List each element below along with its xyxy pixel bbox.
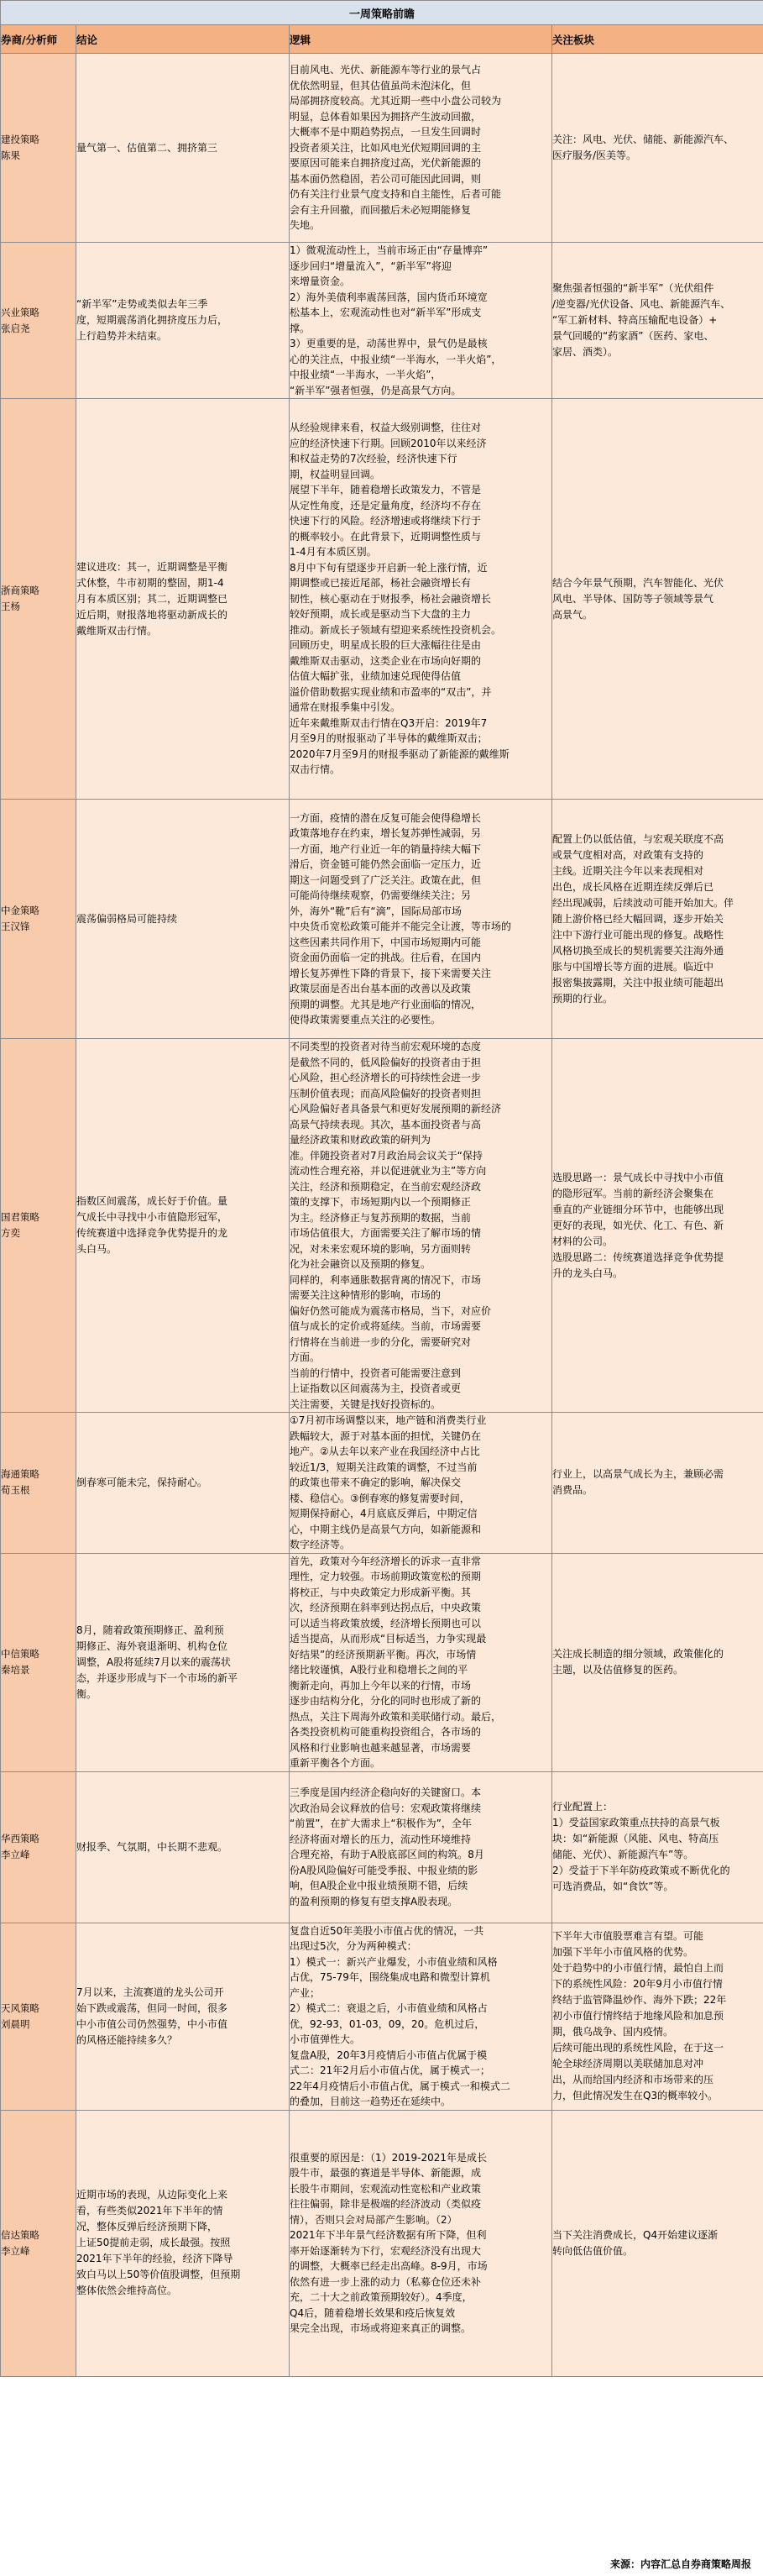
focus-text-line: 出色，成长风格在近期连续反弹后已: [552, 880, 714, 893]
logic-text-line: 要原因可能来自拥挤度过高，光伏新能源的: [290, 157, 482, 170]
conclusion-cell: [76, 1039, 290, 1413]
table-row: [1, 243, 763, 399]
focus-text-line: 预期的行业。: [552, 992, 614, 1005]
logic-text-line: 行情将在当前进一步的分化，需要研究对: [290, 1335, 472, 1348]
logic-text-line: 月至9月的财报驱动了半导体的戴维斯双击；: [290, 732, 488, 745]
conclusion-text-line: 衡。: [76, 1687, 97, 1700]
logic-text-line: 撑。: [290, 322, 311, 334]
logic-text-line: 压制价值表现；而高风险偏好的投资者则担: [290, 1087, 482, 1099]
broker-text-line: 海通策略: [1, 1468, 39, 1481]
conclusion-cell: [76, 399, 290, 800]
logic-text-line: 数字经济等。: [290, 1539, 351, 1550]
logic-text-line: 首先，政策对今年经济增长的诉求一直非常: [290, 1555, 482, 1567]
logic-text-line: 复盘A股，20年3月疫情后小市值占优属于模: [290, 2049, 488, 2061]
broker-text-line: 陈果: [1, 150, 20, 161]
table-body: [1, 54, 763, 2377]
logic-text-line: 适当提高，从而形成“目标适当，力争实现最: [290, 1633, 487, 1645]
focus-text-line: “军工新材料、特高压输配电设备）+: [552, 314, 718, 326]
logic-text-line: 策的支撑下，市场短期内以一个预期修正: [290, 1196, 472, 1208]
logic-text-line: 风格和行业影响也越来越显著，市场需要: [290, 1741, 472, 1754]
logic-text-line: 中报业绩“一半海水，一半火焰”，: [290, 369, 442, 380]
logic-text-line: 三季度是国内经济企稳向好的关键窗口。本: [290, 1786, 482, 1798]
logic-text-line: 热点，关注下周海外政策和美联储行动。最后，: [290, 1710, 502, 1723]
focus-text-line: 出，从而给国内经济和市场带来的压: [552, 2074, 714, 2085]
conclusion-text-line: 近后期，财报落地将驱动新成长的: [76, 608, 228, 621]
conclusion-cell: [76, 1553, 290, 1771]
conclusion-text-line: 上证50提前走弱，成长最强。按照: [76, 2237, 231, 2248]
conclusion-text-line: 倒春寒可能未完，保持耐心。: [76, 1476, 208, 1488]
conclusion-text-line: 度，短期震荡消化拥挤度压力后，: [76, 314, 228, 326]
broker-text-line: 中信策略: [1, 1648, 39, 1660]
focus-text-line: 关注成长制造的细分领域，政策催化的: [552, 1648, 724, 1660]
focus-text-line: 下半年大市值股票难言有望。可能: [552, 1930, 704, 1942]
focus-text-line: 行业上，以高景气成长为主，兼顾必需: [552, 1468, 724, 1481]
focus-text-line: 选股思路一：景气成长中寻找中小市值: [552, 1171, 724, 1183]
broker-text-line: 建投策略: [1, 134, 39, 145]
logic-text-line: 1）微观流动性上，当前市场正由“存量博弈”: [290, 244, 489, 256]
logic-text-line: 同样的，利率通胀数据背离的情况下，市场: [290, 1273, 482, 1286]
logic-text-line: 关注，经济和预期稳定，在当前宏观经济政: [290, 1180, 482, 1193]
column-header-focus: 关注板块: [552, 25, 763, 54]
logic-text-line: 市场估值很大，方面需要关注了解市场的情: [290, 1227, 482, 1239]
logic-text-line: “新半军”强者恒强，仍是高景气方向。: [290, 384, 462, 396]
focus-text-line: 后续可能出现的系统性风险，在于这一: [552, 2042, 724, 2054]
conclusion-text-line: 财报季、气氛期，中长期不悲观。: [76, 1840, 228, 1853]
logic-text-line: 回顾历史，明星成长股的巨大涨幅往往是由: [290, 639, 482, 652]
logic-text-line: 外，海外“靴”后有“滴”，国际局部市场: [290, 905, 462, 917]
logic-text-line: 很重要的原因是：（1）2019-2021年是成长: [290, 2151, 488, 2164]
logic-text-line: 长股牛市期间，宏观流动性宽松和产业政策: [290, 2182, 482, 2195]
broker-text-line: 信达策略: [1, 2228, 39, 2241]
logic-text-line: 出现过5次，分为两种模式：: [290, 1940, 417, 1952]
logic-text-line: 心风险，担心经济增长的可持续性会进一步: [290, 1072, 482, 1083]
logic-text-line: 充，二十大之前政策预期较好）。4季度，: [290, 2291, 473, 2303]
logic-text-line: 可以适当将政策放缓，经济增长预期也可以: [290, 1617, 482, 1629]
logic-text-line: 次，经济预期在斜率到达拐点后，中央政策: [290, 1602, 482, 1613]
broker-cell: [1, 1553, 76, 1771]
conclusion-text-line: 震荡偏弱格局可能持续: [76, 912, 178, 925]
logic-text-line: 投资者须关注，比如风电光伏短期回调的主: [290, 141, 482, 154]
focus-text-line: 景气回暖的“药家酒”（医药、家电、: [552, 330, 714, 342]
conclusion-cell: [76, 1923, 290, 2110]
broker-text-line: 华西策略: [1, 1833, 39, 1844]
logic-text-line: Q4后，随着稳增长效果和疫后恢复效: [290, 2306, 456, 2319]
focus-cell: [552, 1553, 763, 1771]
logic-text-line: 优依然明显，但其估值虽尚未泡沫化，但: [290, 79, 472, 92]
conclusion-cell: [76, 1771, 290, 1923]
conclusion-cell: [76, 2110, 290, 2376]
broker-cell: [1, 399, 76, 800]
broker-cell: [1, 1413, 76, 1554]
logic-text-line: 中央货币宽松政策可能并不能完全让渡，等市场的: [290, 921, 512, 932]
logic-text-line: 况，对未来宏观环境的影响，另方面则转: [290, 1242, 472, 1255]
logic-text-line: 当前的行情中，投资者可能需要注意到: [290, 1367, 462, 1379]
column-header-broker: 券商/分析师: [1, 25, 76, 54]
logic-text-line: 资金面仍面临一定的挑战。往后看，在国内: [290, 952, 482, 963]
logic-text-line: 绪比较谨慎，A股行业和稳增长之间的平: [290, 1664, 468, 1676]
broker-text-line: 荀玉根: [1, 1484, 30, 1497]
logic-text-line: 1-4月有本质区别。: [290, 546, 377, 559]
logic-text-line: 这些因素共同作用下，中国市场短期内可能: [290, 936, 482, 948]
conclusion-text-line: 况，整体反弹后经济预期下降，: [76, 2221, 218, 2232]
logic-text-line: 心风险偏好者具备景气和更好发展预期的新经济: [290, 1103, 502, 1115]
logic-text-line: 明显，总体看如果因为拥挤产生波动回撤，: [290, 110, 482, 123]
logic-cell: [290, 1923, 552, 2110]
focus-text-line: 终结于监管降温炒作、海外下跌；22年: [552, 1994, 727, 2006]
conclusion-text-line: 8月，随着政策预期修正、盈利预: [76, 1624, 224, 1636]
focus-text-line: 可选消费品，如“食饮”等。: [552, 1881, 674, 1892]
logic-text-line: 应的经济快速下行期。回顾2010年以来经济: [290, 437, 487, 449]
logic-text-line: 短期保持耐心，4月底底反弹后，中期定信: [290, 1508, 478, 1519]
logic-text-line: 情），否则只会对局部产生影响。（2）: [290, 2213, 457, 2226]
logic-text-line: 式二：21年2月后小市值占优，属于模式一；: [290, 2064, 490, 2076]
logic-text-line: 会有主升回撤，而回撤后未必短期能修复: [290, 203, 472, 216]
broker-cell: [1, 1039, 76, 1413]
conclusion-cell: [76, 54, 290, 243]
broker-text-line: 方奕: [1, 1227, 20, 1239]
logic-text-line: 通常在财报季集中引发。: [290, 701, 401, 714]
conclusion-text-line: 近期市场的表现，从边际变化上来: [76, 2189, 228, 2201]
broker-text-line: 王杨: [1, 601, 20, 612]
conclusion-text-line: 2021年下半年的经验，经济下降导: [76, 2253, 233, 2264]
logic-text-line: 期，权益明显回调。: [290, 468, 381, 480]
focus-text-line: /逆变器/光伏设备、风电、新能源汽车、: [552, 298, 731, 310]
table-row: [1, 1553, 763, 1771]
logic-text-line: 戴维斯双击驱动，这类企业在市场向好期的: [290, 654, 482, 667]
logic-text-line: 韧性，核心驱动在于财报季，杨社会融资增长: [290, 592, 492, 605]
conclusion-text-line: 看，有些类似2021年下半年的情: [76, 2205, 223, 2217]
logic-text-line: 一方面，地产行业近一年的销量持续大幅下: [290, 842, 482, 855]
broker-text-line: 兴业策略: [1, 306, 39, 318]
focus-cell: [552, 1771, 763, 1923]
logic-text-line: 局部拥挤度较高。尤其近期一些中小盘公司较为: [290, 95, 502, 108]
logic-text-line: 1）模式一：新兴产业爆发，小市值业绩和风格: [290, 1955, 498, 1968]
logic-text-line: 2）模式二：衰退之后，小市值业绩和风格占: [290, 2002, 488, 2014]
focus-text-line: 胀与中国增长等方面的进展。临近中: [552, 960, 714, 973]
logic-text-line: 仍有关注行业景气度支持和自主能性，后者可能: [290, 188, 502, 201]
logic-text-line: 2）海外美债利率震荡回落，国内货币环境宽: [290, 291, 488, 303]
logic-text-line: 2021年下半年景气经济数据有所下降，但利: [290, 2229, 487, 2241]
logic-text-line: 偏好仍然可能成为震荡市格局，当下，对应价: [290, 1304, 492, 1317]
logic-text-line: 期调整或已接近尾部，杨社会融资增长有: [290, 577, 472, 590]
logic-text-line: 流动性合理充裕，并以促进就业为主”等方向: [290, 1165, 487, 1177]
conclusion-text-line: 头白马。: [76, 1243, 118, 1255]
logic-text-line: 果完全出现，市场或将迎来真正的调整。: [290, 2322, 472, 2334]
logic-text-line: 地产。②从去年以来产业在我国经济中占比: [290, 1445, 480, 1457]
logic-text-line: 3）更重要的是，动荡世界中，景气仍是最核: [290, 338, 488, 349]
logic-text-line: 将校正，与中央政策定力形成新平衡。其: [290, 1586, 472, 1598]
focus-text-line: 更好的表现，如光伏、化工、有色、新: [552, 1219, 724, 1231]
logic-text-line: 的政策也带来不确定的影响，解决保交: [290, 1477, 462, 1488]
focus-text-line: 风格切换至成长的契机需要关注海外通: [552, 944, 724, 957]
conclusion-text-line: 致白马以上50等价值股调整，但预期: [76, 2269, 241, 2280]
logic-text-line: 政策层面是否出台基本面的改善以及政策: [290, 983, 472, 994]
logic-text-line: 的概率较小。在此背景下，近期调整性质与: [290, 530, 482, 543]
logic-text-line: 衡新走向，再加上今年以来的行情，市场: [290, 1679, 472, 1692]
logic-text-line: 量经济政策和财政政策的研判为: [290, 1134, 431, 1146]
logic-text-line: 22年4月疫情后小市值占优，属于模式一和模式二: [290, 2080, 510, 2092]
logic-text-line: 产业；: [290, 1986, 321, 1999]
focus-cell: [552, 1039, 763, 1413]
conclusion-text-line: 的风格还能持续多久？: [76, 2033, 178, 2046]
logic-text-line: “前置”，在扩大需求上“积极作为”，全年: [290, 1818, 472, 1829]
focus-cell: [552, 399, 763, 800]
logic-text-line: 楼、稳信心。③倒春寒的修复需要时间，: [290, 1492, 470, 1504]
logic-text-line: 较近1/3，短期关注政策的调整，不过当前: [290, 1461, 478, 1473]
conclusion-text-line: 态，并逐步形成与下一个市场的新平: [76, 1671, 238, 1684]
logic-text-line: 跌幅较大，源于对基本面的担忧，关键仍在: [290, 1430, 482, 1442]
conclusion-text-line: 式休整，牛市初期的整固，期1-4: [76, 576, 224, 589]
logic-text-line: 占优，75-79年，围绕集成电路和微型计算机: [290, 1971, 490, 1983]
focus-text-line: 消费品。: [552, 1484, 593, 1497]
focus-text-line: 下的系统性风险：20年9月小市值行情: [552, 1978, 723, 1990]
logic-text-line: 值与成长的定价或将延续。当前，市场需要: [290, 1320, 482, 1332]
logic-text-line: 不同类型的投资者对待当前宏观环境的态度: [290, 1041, 482, 1052]
conclusion-text-line: 期修正、海外衰退渐明、机构仓位: [76, 1640, 228, 1652]
logic-text-line: 大概率不是中期趋势拐点，一旦发生回调时: [290, 126, 482, 139]
conclusion-text-line: 指数区间震荡，成长好于价值。量: [76, 1195, 228, 1207]
focus-text-line: 注中下游行业可能出现的修复。战略性: [552, 928, 724, 941]
conclusion-text-line: 气成长中寻找中小市值隐形冠军，: [76, 1211, 228, 1223]
focus-cell: [552, 800, 763, 1039]
focus-text-line: 初小市值行情终结于地缘风险和加息预: [552, 2010, 724, 2022]
logic-cell: [290, 800, 552, 1039]
focus-text-line: 轮全球经济周期以美联储加息对冲: [552, 2058, 704, 2070]
logic-text-line: 一方面，疫情的潜在反复可能会使得稳增长: [290, 811, 482, 824]
logic-text-line: 预期的调整。尤其是地产行业面临的情况，: [290, 998, 482, 1010]
focus-text-line: 转向低估值价值。: [552, 2244, 634, 2257]
source-note: 来源：内容汇总自券商策略周报: [609, 2558, 751, 2570]
broker-text-line: 张启尧: [1, 322, 30, 334]
logic-text-line: 展望下半年，随着稳增长政策发力，不管是: [290, 484, 482, 496]
broker-text-line: 天风策略: [1, 2002, 39, 2014]
logic-text-line: 依然有进一步上涨的动力（私募仓位还未补: [290, 2275, 482, 2288]
conclusion-cell: [76, 800, 290, 1039]
logic-text-line: 溢价借助数据实现业绩和市盈率的“双击”，并: [290, 685, 492, 698]
logic-text-line: 份A股风险偏好可能受季报、中报业绩的影: [290, 1864, 478, 1876]
logic-text-line: 化为社会融资以及预期的修复。: [290, 1258, 431, 1270]
logic-text-line: 股牛市，最强的赛道是半导体、新能源，成: [290, 2167, 482, 2179]
focus-text-line: 风电、半导体、国防等子领域等景气: [552, 592, 714, 605]
logic-text-line: 关注需要，关键是找好投资标的。: [290, 1398, 442, 1410]
broker-cell: [1, 2110, 76, 2376]
broker-cell: [1, 800, 76, 1039]
focus-text-line: 加强下半年小市值风格的优势。: [552, 1946, 694, 1958]
broker-text-line: 刘晨明: [1, 2017, 30, 2030]
conclusion-text-line: 7月以来，主流赛道的龙头公司开: [76, 1986, 224, 1998]
logic-cell: [290, 1413, 552, 1554]
logic-text-line: 失地。: [290, 219, 321, 232]
logic-text-line: 滑后，资金链可能仍然会面临一定压力，近: [290, 858, 482, 870]
conclusion-cell: [76, 243, 290, 399]
logic-text-line: 松基本上，宏观流动性也对“新半军”形成支: [290, 307, 482, 318]
logic-text-line: 理性，定力较强。市场前期政策宽松的预期: [290, 1571, 482, 1582]
conclusion-text-line: 始下跌或震荡，但同一时间，很多: [76, 2002, 228, 2014]
logic-text-line: 心的关注点，中报业绩“一半海水，一半火焰”，: [290, 353, 502, 365]
focus-text-line: 行业配置上：: [552, 1801, 614, 1813]
broker-text-line: 李立峰: [1, 1849, 30, 1860]
column-header-logic: 逻辑: [290, 25, 552, 54]
logic-cell: [290, 1771, 552, 1923]
logic-text-line: 政策落地存在约束，增长复苏弹性减弱，另: [290, 827, 482, 839]
focus-text-line: 垂直的产业链细分环节中，也能够出现: [552, 1203, 724, 1215]
logic-text-line: 快速下行的风险。经济增速或将继续下行于: [290, 515, 482, 527]
logic-cell: [290, 399, 552, 800]
focus-text-line: 期，俄乌战争、国内疫情。: [552, 2026, 674, 2038]
logic-text-line: 的调整，大概率已经走出高峰。8-9月，市场: [290, 2260, 488, 2272]
logic-text-line: 逐步由结构分化，分化的同时也形成了新的: [290, 1695, 482, 1707]
focus-text-line: 家居、酒类）。: [552, 346, 619, 358]
table-row: [1, 2110, 763, 2376]
logic-cell: [290, 2110, 552, 2376]
logic-cell: [290, 243, 552, 399]
logic-text-line: 使得政策需要重点关注的必要性。: [290, 1014, 442, 1026]
logic-text-line: 目前风电、光伏、新能源车等行业的景气占: [290, 64, 482, 76]
broker-cell: [1, 1771, 76, 1923]
conclusion-text-line: 上行趋势并未结束。: [76, 330, 168, 342]
logic-text-line: 需要关注这种情形的影响，市场的: [290, 1289, 442, 1301]
logic-text-line: 从定性角度，还是定量角度，经济均不存在: [290, 499, 482, 512]
focus-text-line: 配置上仍以低估值，与宏观关联度不高: [552, 832, 724, 845]
logic-text-line: 基本面仍然稳固，若公司可能因此回调，则: [290, 172, 482, 185]
logic-text-line: 各类投资机构可能重构投资组合，各市场的: [290, 1726, 482, 1738]
logic-text-line: 响，但A股企业中报业绩预期不错，后续: [290, 1880, 468, 1891]
logic-text-line: 是截然不同的，低风险偏好的投资者由于担: [290, 1056, 482, 1068]
focus-text-line: 医疗服务/医美等。: [552, 150, 637, 161]
focus-text-line: 2）受益于下半年防疫政策或不断优化的: [552, 1865, 730, 1876]
conclusion-text-line: 建议进攻：其一，近期调整是平衡: [76, 560, 228, 573]
logic-cell: [290, 1553, 552, 1771]
focus-text-line: 结合今年景气预期，汽车智能化、光伏: [552, 576, 724, 589]
broker-cell: [1, 243, 76, 399]
focus-text-line: 处于趋势中的小市值行情，最怕自上而: [552, 1962, 724, 1974]
table-row: [1, 800, 763, 1039]
logic-text-line: 逐步回归“增量流入”，“新半军”将迎: [290, 260, 452, 272]
conclusion-text-line: “新半军”走势或类似去年三季: [76, 298, 208, 310]
logic-text-line: 重新平衡各个方面。: [290, 1757, 381, 1769]
logic-text-line: 估值大幅扩张，业绩加速兑现使得估值: [290, 670, 462, 683]
logic-text-line: 优，92-93，01-03，09，20。危机过后，: [290, 2017, 485, 2030]
focus-text-line: 关注：风电、光伏、储能、新能源汽车、: [552, 134, 734, 145]
logic-text-line: 的叠加，目前这一趋势还在延续中。: [290, 2096, 452, 2107]
header-row: [1, 25, 763, 54]
logic-text-line: 高景气持续表现。其次，基本面投资者与高: [290, 1118, 482, 1131]
focus-text-line: 的隐形冠军。当前的新经济会聚集在: [552, 1187, 714, 1199]
focus-text-line: 块：如“新能源（风能、风电、特高压: [552, 1833, 719, 1844]
logic-text-line: 的盈利预期的修复有望支撑A股表现。: [290, 1895, 458, 1907]
broker-text-line: 李立峰: [1, 2244, 30, 2257]
conclusion-text-line: 中小市值公司仍然强势，中小市值: [76, 2017, 228, 2030]
logic-text-line: 次政治局会议释放的信号：宏观政策将继续: [290, 1802, 482, 1814]
broker-cell: [1, 54, 76, 243]
logic-text-line: 8月中下旬有望逐步开启新一轮上涨行情，近: [290, 561, 488, 574]
broker-text-line: 国君策略: [1, 1211, 39, 1223]
logic-text-line: 经济将面对增长的压力，流动性环境维持: [290, 1833, 472, 1845]
logic-text-line: 合理充裕，有助于A股底部区间的构筑。8月: [290, 1849, 484, 1860]
focus-text-line: 聚焦强者恒强的“新半军”（光伏组件: [552, 282, 714, 294]
focus-text-line: 主题，以及估值修复的医药。: [552, 1664, 684, 1676]
table-row: [1, 54, 763, 243]
logic-cell: [290, 1039, 552, 1413]
logic-text-line: 心，中期主线仍是高景气方向，如新能源和: [290, 1523, 482, 1535]
logic-text-line: 和权益走势的7次经验，经济快速下行: [290, 453, 457, 465]
logic-text-line: 小市值弹性大。: [290, 2033, 361, 2045]
conclusion-text-line: 月有本质区别；其二，近期调整已: [76, 592, 228, 605]
broker-text-line: 秦培景: [1, 1664, 30, 1676]
focus-text-line: 选股思路二：传统赛道选择竞争优势提: [552, 1251, 724, 1263]
broker-text-line: 王汉锋: [1, 921, 30, 932]
focus-text-line: 升的龙头白马。: [552, 1267, 624, 1279]
title-row: [1, 1, 763, 25]
focus-text-line: 储能、光伏）、新能源汽车”等。: [552, 1849, 694, 1860]
focus-cell: [552, 2110, 763, 2376]
logic-text-line: 从经验规律来看，权益大级别调整，往往对: [290, 422, 482, 434]
logic-text-line: 准。伴随投资者对7月政治局会议关于“保持: [290, 1149, 483, 1162]
logic-text-line: 双击行情。: [290, 763, 341, 776]
table-row: [1, 399, 763, 800]
conclusion-text-line: 整体依然会维持高位。: [76, 2285, 178, 2296]
logic-text-line: 为主。经济修正与复苏预期的数据，当前: [290, 1211, 472, 1224]
focus-text-line: 主线。近期关注今年以来表现相对: [552, 864, 704, 877]
table-row: [1, 1039, 763, 1413]
logic-text-line: 2020年7月至9月的财报季驱动了新能源的戴维斯: [290, 748, 510, 760]
table-row: [1, 1771, 763, 1923]
logic-text-line: 上证指数以区间震荡为主，投资者或更: [290, 1382, 462, 1394]
logic-text-line: 往往偏弱，除非是极端的经济波动（类似疫: [290, 2198, 482, 2210]
broker-text-line: 浙商策略: [1, 585, 39, 596]
focus-text-line: 随上游价格已经大幅回调，逐步开始关: [552, 912, 724, 925]
focus-text-line: 或景气度相对高，对政策有支持的: [552, 848, 704, 861]
logic-text-line: 可能尚待继续观察，仍需要继续关注；另: [290, 889, 472, 901]
logic-cell: [290, 54, 552, 243]
conclusion-text-line: 传统赛道中选择竞争优势提升的龙: [76, 1227, 228, 1239]
logic-text-line: 较好预期，成长或是驱动当下大盘的主力: [290, 608, 472, 621]
conclusion-cell: [76, 1413, 290, 1554]
conclusion-text-line: 量气第一、估值第二、拥挤第三: [76, 141, 218, 154]
focus-text-line: 经出现减弱，后续波动可能开始加大。伴: [552, 896, 734, 909]
conclusion-text-line: 调整，A股将延续7月以来的震荡状: [76, 1655, 231, 1668]
focus-text-line: 1）受益国家政策重点扶持的高景气板: [552, 1817, 720, 1828]
table-title: 一周策略前瞻: [1, 1, 763, 25]
focus-cell: [552, 54, 763, 243]
logic-text-line: 期这一问题受到了广泛关注。政策在此，但: [290, 874, 482, 886]
focus-text-line: 高景气。: [552, 608, 593, 621]
logic-text-line: 率开始逐渐转为下行，宏观经济没有出现大: [290, 2244, 482, 2257]
focus-text-line: 报密集披露期，关注中报业绩可能超出: [552, 976, 724, 989]
focus-cell: [552, 1923, 763, 2110]
logic-text-line: 复盘自近50年美股小市值占优的情况，一共: [290, 1924, 484, 1937]
logic-text-line: 近年来戴维斯双击行情在Q3开启：2019年7: [290, 716, 488, 729]
focus-text-line: 材料的公司。: [552, 1235, 614, 1247]
focus-text-line: 力，但此情况发生在Q3的概率较小。: [552, 2090, 719, 2101]
logic-text-line: ①7月初市场调整以来，地产链和消费类行业: [290, 1414, 487, 1426]
broker-cell: [1, 1923, 76, 2110]
logic-text-line: 好结果”的经济预期新平衡。再次，市场情: [290, 1648, 477, 1660]
focus-cell: [552, 243, 763, 399]
focus-cell: [552, 1413, 763, 1554]
table-row: [1, 1923, 763, 2110]
logic-text-line: 来增量资金。: [290, 275, 351, 287]
broker-text-line: 中金策略: [1, 905, 39, 916]
logic-text-line: 增长复苏弹性下降的背景下，接下来需要关注: [290, 967, 492, 979]
column-header-conclusion: 结论: [76, 25, 290, 54]
conclusion-text-line: 戴维斯双击行情。: [76, 624, 158, 637]
table-row: [1, 1413, 763, 1554]
focus-text-line: 当下关注消费成长，Q4开始建议逐渐: [552, 2228, 719, 2241]
logic-text-line: 推动。新成长子领域有望迎来系统性投资机会。: [290, 623, 502, 636]
logic-text-line: 方面。: [290, 1351, 321, 1363]
